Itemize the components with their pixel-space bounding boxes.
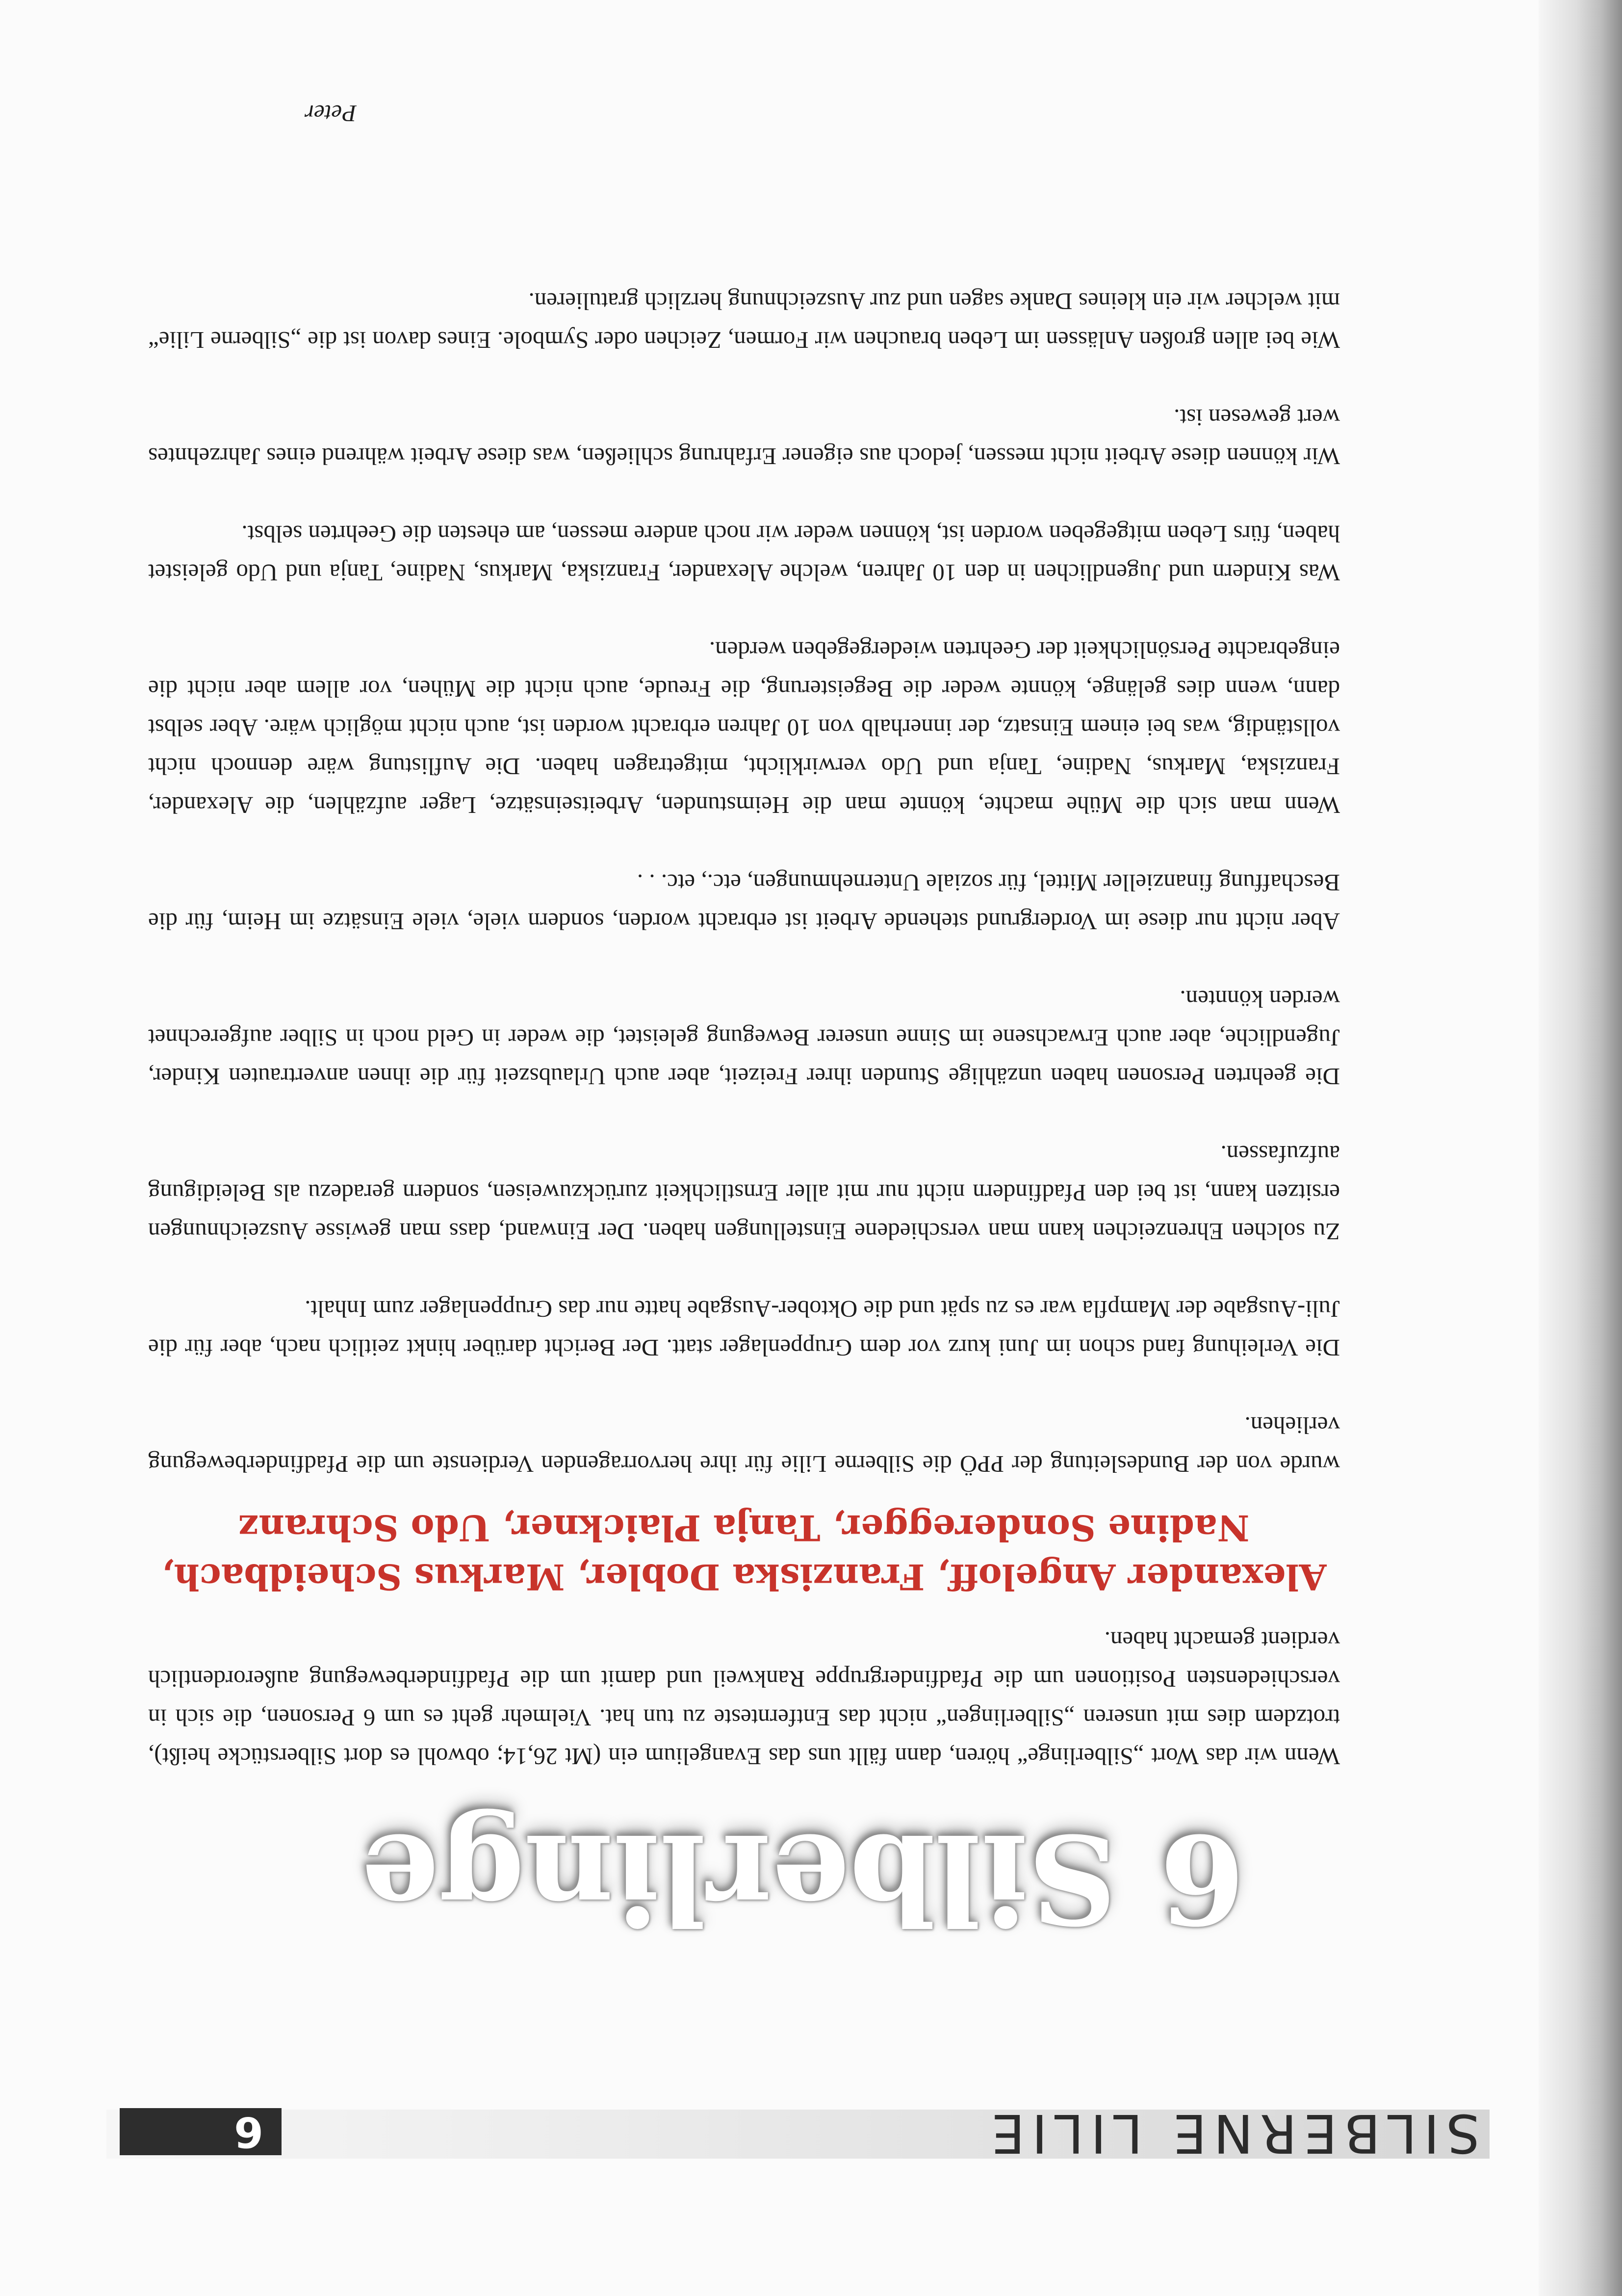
paragraph-ceremony: Die Verleihung fand schon im Juni kurz vor dem Gruppenlager statt. Der Bericht darüber hinkt zeitlich nach, aber für die Juli-Ausgabe der Mampfla war es zu spät und die Oktober-Ausgabe hatte nur das Gruppenlager zum Inhalt. [148,1296,1340,1361]
article-body [148,243,1340,1776]
paragraph-award: wurde von der Bundesleitung der PPÖ die Silberne Lilie für ihre hervorragenden Verdienste um die Pfadfinderbewegung verliehen. [148,1412,1340,1478]
intro-paragraph: Wenn wir das Wort „Silberlinge“ hören, dann fällt uns das Evangelium ein (Mt 26,14; obwohl es dort Silberstücke heißt), trotzdem dies mit unseren „Silberlingen“ nicht das Entfernteste zu tun hat. Vielmehr geht es um 6 Personen, die sich in verschiedensten Positionen um die Pfadfindergruppe Rankweil und damit um die Pfadfinderbewegung außerordentlich verdient gemacht haben. [148,1627,1340,1770]
paragraph-listing: Wenn man sich die Mühe machte, könnte man die Heimstunden, Arbeitseinsätze, Lager aufzählen, die Alexander, Franziska, Markus, Nadine, Tanja und Udo verwirklicht, mitgetragen haben. Die Auflistung wäre dennoch nicht vollständig, was bei einem Einsatz, der innerhalb von 10 Jahren erbracht worden ist, auch nicht möglich wäre. Aber selbst dann, wenn dies gelänge, könnte weder die Begeisterung, die Freude, auch nicht die Mühen, vor allem aber nicht die eingebrachte Persönlichkeit der Geehrten wiedergegeben werden. [148,637,1340,819]
author-signature: Peter [304,100,357,127]
binding-edge-shadow [1539,0,1622,2296]
magazine-title: SILBERNE LILIE [984,2102,1480,2164]
honorees-heading: Alexander Angeloff, Franziska Dobler, Markus Scheidbach, Nadine Sonderegger, Tanja Plaickner, Udo Schranz [161,1507,1327,1598]
paragraph-impact: Was Kindern und Jugendlichen in den 10 Jahren, welche Alexander, Franziska, Markus, Nadine, Tanja und Udo geleistet haben, fürs Leben mitgegeben worden ist, können weder wir noch andere messen, am ehesten die Geehrten selbst. [148,521,1340,586]
paragraph-value: Wir können diese Arbeit nicht messen, jedoch aus eigener Erfahrung schließen, was diese Arbeit während eines Jahrzehntes wert gewesen ist. [148,404,1340,470]
paragraph-other-efforts: Aber nicht nur diese im Vordergrund stehende Arbeit ist erbracht worden, sondern viele, viele Einsätze im Heim, für die Beschaffung finanzieller Mittel, für soziale Unternehmungen, etc., etc. . . [148,869,1340,935]
page-number: 6 [234,2107,263,2156]
paragraph-attitudes: Zu solchen Ehrenzeichen kann man verschiedene Einstellungen haben. Der Einwand, dass man gewisse Auszeichnungen ersitzen kann, ist bei den Pfadfindern nicht nur mit aller Ernstlichkeit zurückzuweisen, sondern geradezu als Beleidigung aufzufassen. [148,1141,1340,1245]
paragraph-volunteer-time: Die geehrten Personen haben unzählige Stunden ihrer Freizeit, aber auch Urlaubszeit für die ihnen anvertrauten Kinder, Jugendliche, aber auch Erwachsene im Sinne unserer Bewegung geleistet, die weder in Geld noch in Silber aufgerechnet werden könnten. [148,986,1340,1090]
page-title: 6 Silberlinge [360,1807,1245,1951]
paragraph-symbols: Wie bei allen großen Anlässen im Leben brauchen wir Formen, Zeichen oder Symbole. Eines davon ist die „Silberne Lilie“ mit welcher wir ein kleines Danke sagen und zur Auszeichnung herzlich gratulieren. [148,288,1340,354]
